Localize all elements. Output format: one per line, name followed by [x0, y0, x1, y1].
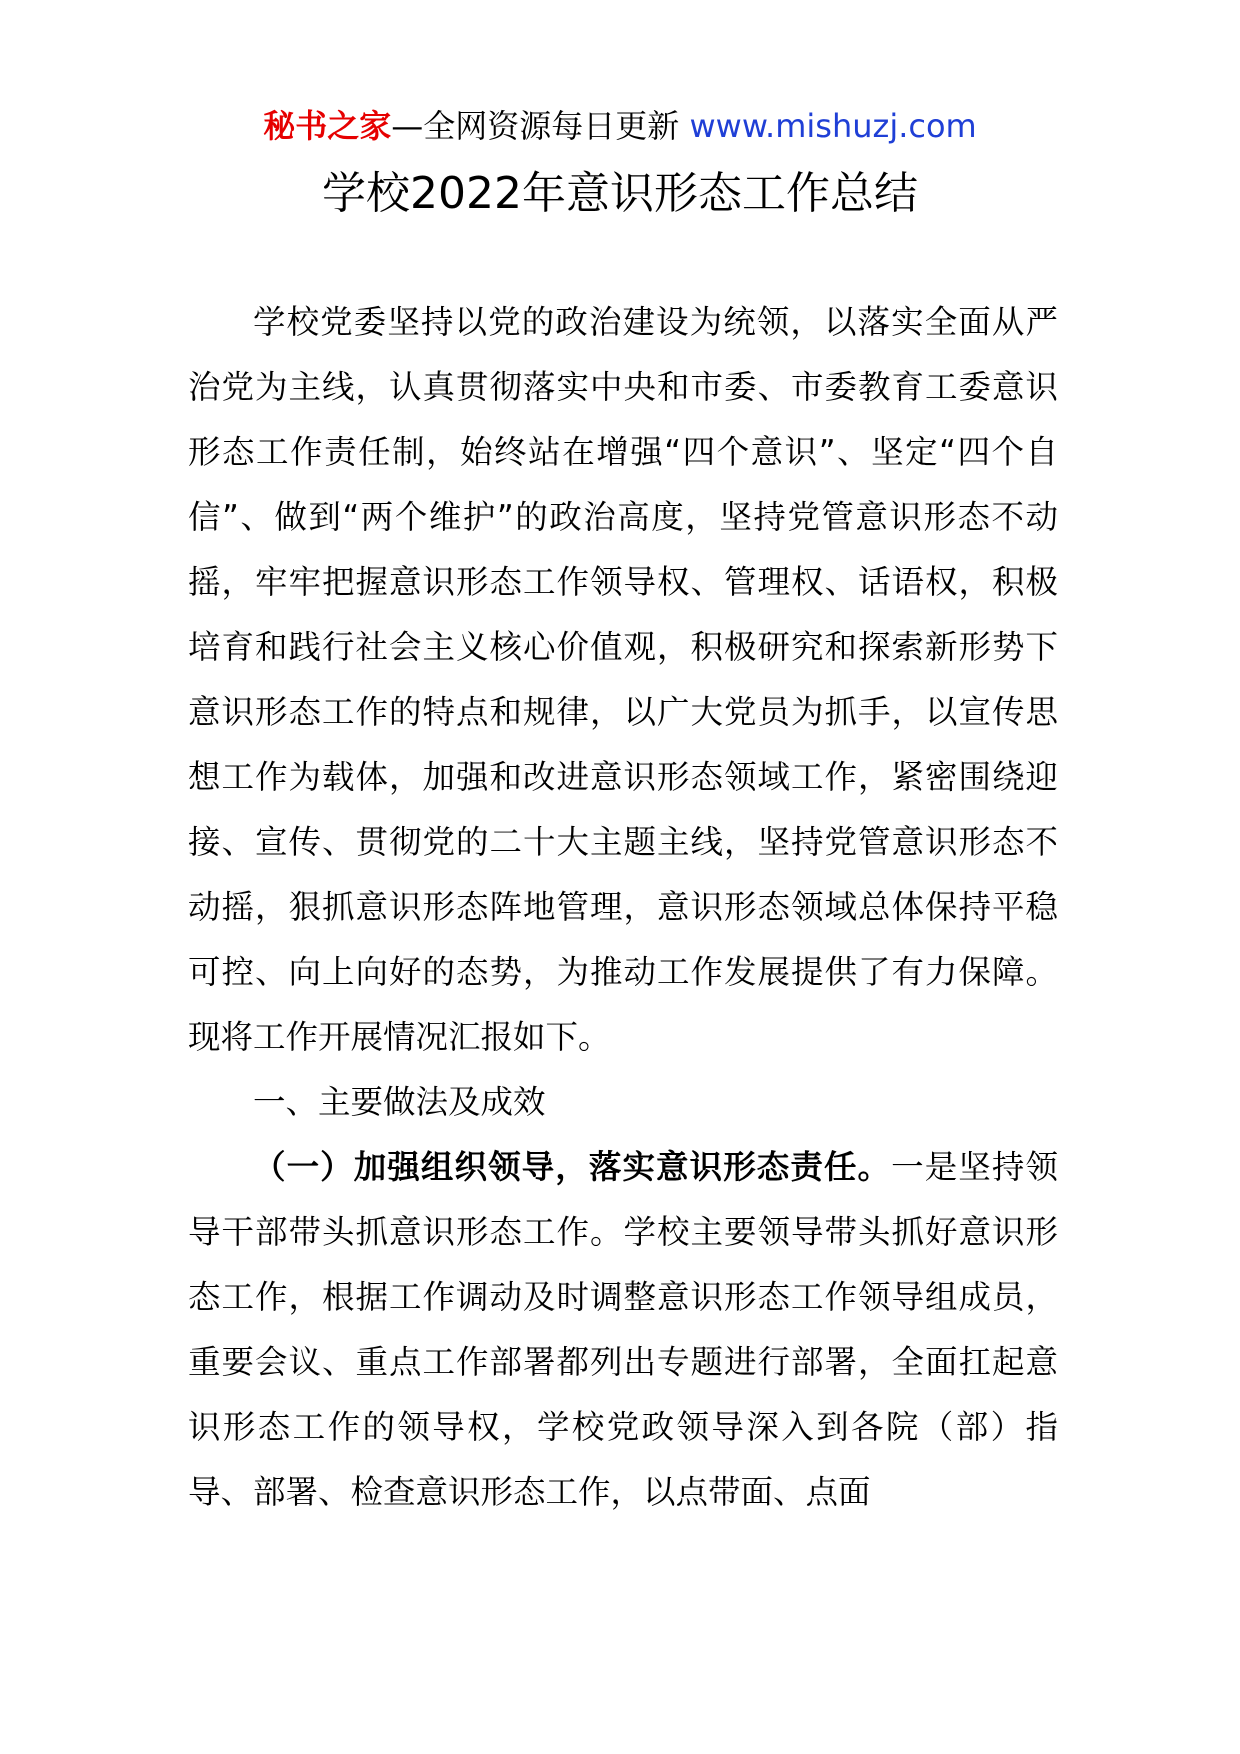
site-header: [0, 104, 1240, 148]
intro-paragraph: 学校党委坚持以党的政治建设为统领，以落实全面从严治党为主线，认真贯彻落实中央和市委、市委教育工委意识形态工作责任制，始终站在增强“四个意识”、坚定“四个自信”、做到“两个维护”的政治高度，坚持党管意识形态不动摇，牢牢把握意识形态工作领导权、管理权、话语权，积极培育和践行社会主义核心价值观，积极研究和探索新形势下意识形态工作的特点和规律，以广大党员为抓手，以宣传思想工作为载体，加强和改进意识形态领域工作，紧密围绕迎接、宣传、贯彻党的二十大主题主线，坚持党管意识形态不动摇，狠抓意识形态阵地管理，意识形态领域总体保持平稳可控、向上向好的态势，为推动工作发展提供了有力保障。现将工作开展情况汇报如下。: [188, 303, 1058, 1056]
document-body: [188, 290, 1058, 1525]
subsection-heading-organization: （一）加强组织领导，落实意识形态责任。: [253, 1148, 892, 1186]
subsection-paragraph: [188, 1135, 1058, 1525]
site-tagline: —全网资源每日更新: [391, 107, 690, 145]
site-name: 秘书之家: [263, 107, 392, 145]
subsection-text: 一是坚持领导干部带头抓意识形态工作。学校主要领导带头抓好意识形态工作，根据工作调动及时调整意识形态工作领导组成员，重要会议、重点工作部署都列出专题进行部署，全面扛起意识形态工作的领导权，学校党政领导深入到各院（部）指导、部署、检查意识形态工作，以点带面、点面: [188, 1148, 1058, 1511]
section-heading-main-practices: 一、主要做法及成效: [253, 1083, 546, 1121]
site-url-link[interactable]: www.mishuzj.com: [689, 107, 977, 145]
document-title: 学校2022年意识形态工作总结: [322, 168, 918, 219]
